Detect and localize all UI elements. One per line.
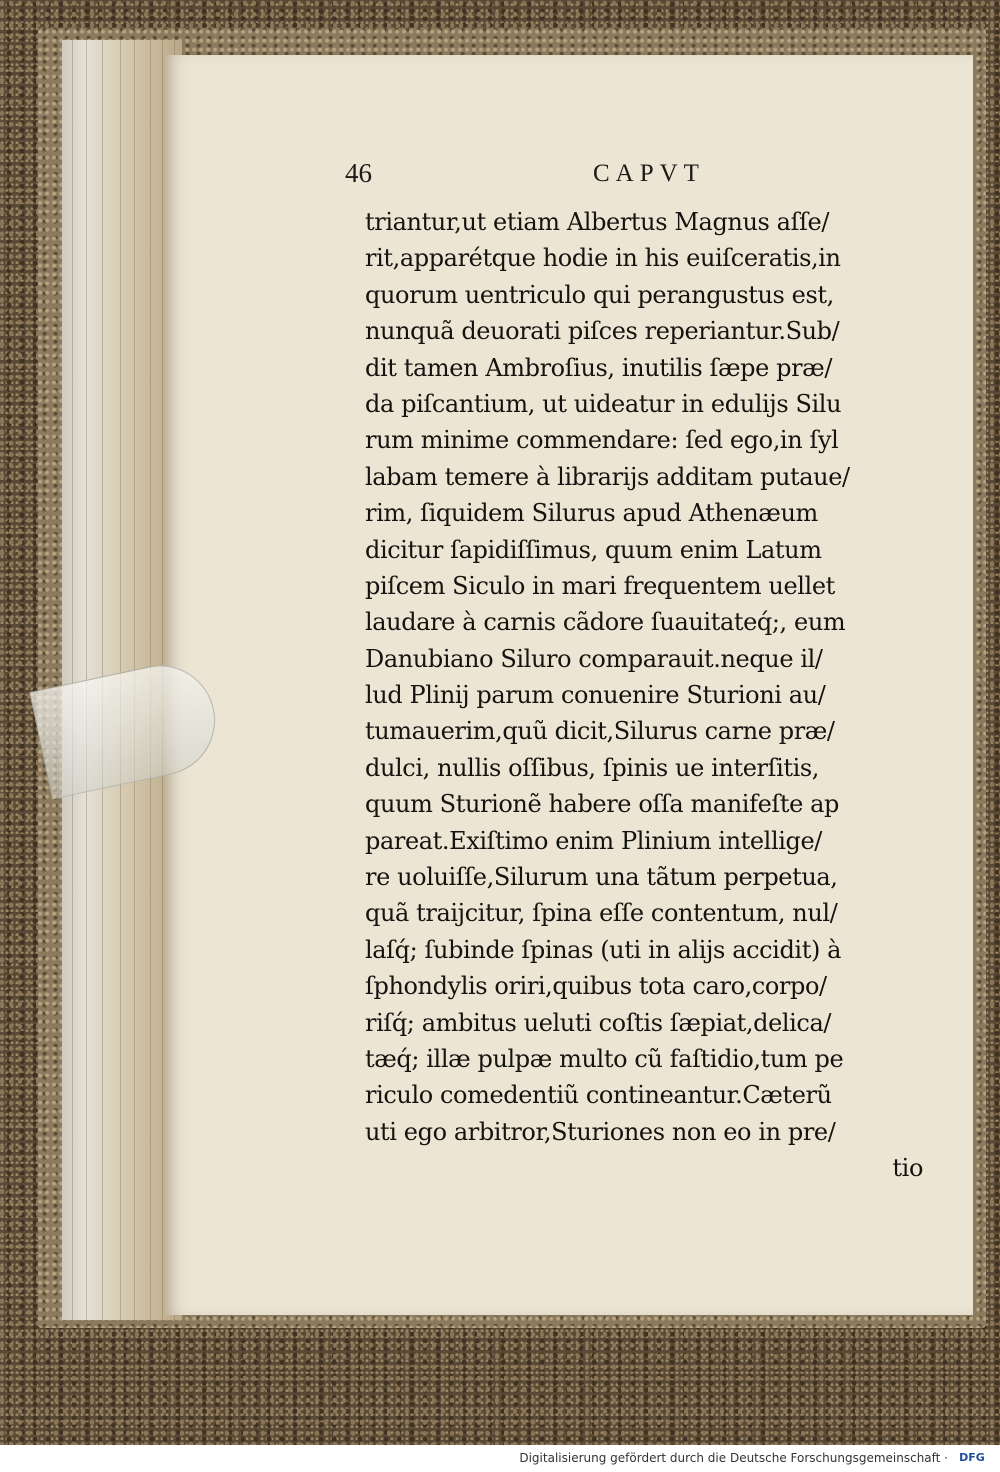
text-line: triantur,ut etiam Albertus Magnus aſſe/: [365, 208, 830, 236]
text-line: tumauerim,quũ dicit,Silurus carne præ/: [365, 717, 835, 746]
text-line: re uoluiſſe,Silurum una tãtum perpetua,: [365, 863, 838, 892]
catchword: tio: [892, 1154, 923, 1183]
text-line: lud Plinij parum conuenire Sturioni au/: [365, 681, 826, 710]
text-line: rit,apparétque hodie in his euiſceratis,in: [365, 244, 841, 273]
text-line: laſq́; ſubinde ſpinas (uti in alijs accidit) à: [365, 935, 842, 964]
text-line: labam temere à librarijs additam putaue/: [365, 462, 850, 491]
text-line: dulci, nullis oſſibus, ſpinis ue interſitis,: [365, 753, 820, 782]
text-line: tæq́; illæ pulpæ multo cũ faſtidio,tum pe: [365, 1044, 844, 1073]
text-line: rum minime commendare: ſed ego,in ſyl: [365, 426, 839, 455]
text-line: dit tamen Ambroſius, inutilis ſæpe præ/: [365, 353, 833, 382]
text-line: nunquã deuorati piſces reperiantur.Sub/: [365, 317, 840, 346]
text-block: [365, 204, 965, 1187]
running-head: CAPVT: [593, 160, 705, 187]
funding-credit: Digitalisierung gefördert durch die Deutsche Forschungsgemeinschaft ·: [519, 1451, 948, 1465]
text-line: quã traijcitur, ſpina eſſe contentum, nul/: [365, 899, 838, 928]
text-line: quorum uentriculo qui perangustus est,: [365, 280, 834, 309]
dfg-logo: DFG: [959, 1451, 985, 1464]
page-number: 46: [345, 158, 372, 188]
text-line: piſcem Siculo in mari frequentem uellet: [365, 571, 835, 600]
text-line: riſq́; ambitus ueluti coſtis ſæpiat,delica/: [365, 1008, 832, 1037]
text-line: rim, ſiquidem Silurus apud Athenæum: [365, 499, 818, 528]
text-line: Danubiano Siluro comparauit.neque il/: [365, 644, 823, 673]
page-header: [345, 158, 785, 198]
text-line: laudare à carnis cãdore ſuauitateq́;, eum: [365, 608, 846, 637]
text-line: da piſcantium, ut uideatur in edulijs Silu: [365, 389, 842, 418]
footer-bar: [0, 1445, 1000, 1472]
text-line: riculo comedentiũ contineantur.Cæterũ: [365, 1081, 832, 1110]
text-line: uti ego arbitror,Sturiones non eo in pre/: [365, 1117, 836, 1146]
text-line: pareat.Exiſtimo enim Plinium intellige/: [365, 826, 822, 855]
text-line: dicitur ſapidiſſimus, quum enim Latum: [365, 535, 822, 564]
text-line: ſphondylis oriri,quibus tota caro,corpo/: [365, 972, 827, 1001]
text-line: quum Sturionẽ habere oſſa manifeſte ap: [365, 790, 839, 819]
